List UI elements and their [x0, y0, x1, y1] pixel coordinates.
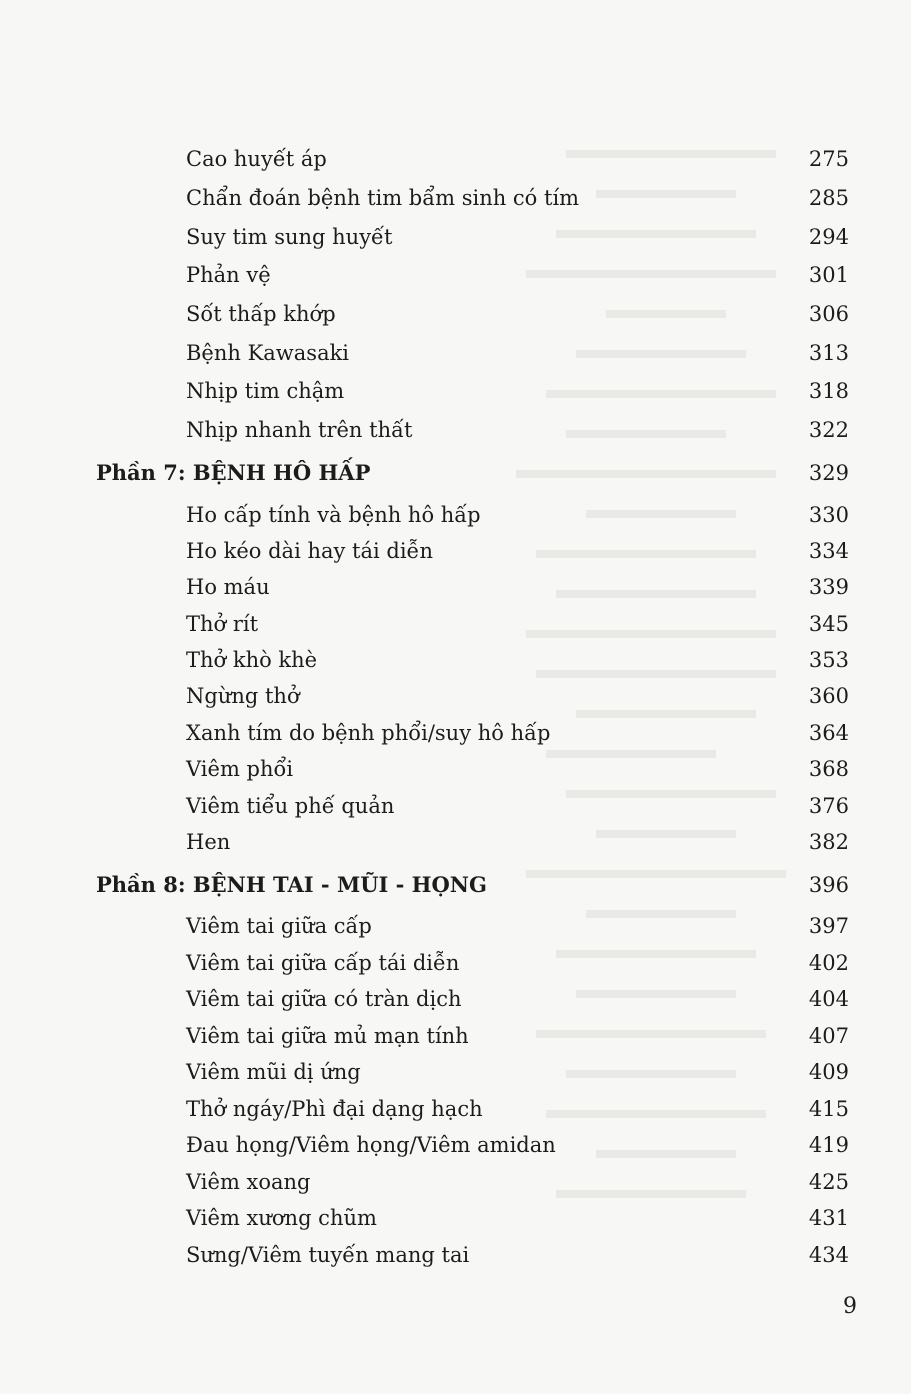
- toc-entry-page: 402: [808, 951, 849, 975]
- toc-entry-title: Thở ngáy/Phì đại dạng hạch: [186, 1097, 483, 1121]
- toc-entry-page: 434: [808, 1243, 849, 1267]
- toc-entry: [0, 1059, 911, 1085]
- toc-entry-title: Viêm xương chũm: [186, 1206, 377, 1230]
- toc-entry: [0, 720, 911, 746]
- toc-entry-title: Hen: [186, 830, 231, 854]
- toc-entry: [0, 262, 911, 288]
- toc-entry-title: Viêm tai giữa cấp: [186, 914, 372, 938]
- toc-entry-title: Nhịp tim chậm: [186, 379, 345, 403]
- toc-entry-page: 419: [808, 1133, 849, 1157]
- toc-entry-page: 407: [808, 1024, 849, 1048]
- toc-entry-page: 404: [808, 987, 849, 1011]
- toc-entry-page: 425: [808, 1170, 849, 1194]
- toc-entry: [0, 224, 911, 250]
- toc-entry: [0, 1169, 911, 1195]
- toc-entry-title: Ho cấp tính và bệnh hô hấp: [186, 503, 481, 527]
- toc-entry-title: Nhịp nhanh trên thất: [186, 418, 413, 442]
- toc-entry-title: Suy tim sung huyết: [186, 225, 393, 249]
- toc-entry-title: Xanh tím do bệnh phổi/suy hô hấp: [186, 721, 551, 745]
- toc-entry: [0, 683, 911, 709]
- toc-entry-title: Sưng/Viêm tuyến mang tai: [186, 1243, 470, 1267]
- toc-section-heading: [0, 872, 911, 898]
- toc-entry: [0, 647, 911, 673]
- toc-entry-page: 294: [808, 225, 849, 249]
- toc-entry-title: Viêm xoang: [186, 1170, 311, 1194]
- toc-entry-page: 397: [808, 914, 849, 938]
- toc-entry-page: 334: [808, 539, 849, 563]
- toc-entry-title: Viêm tai giữa mủ mạn tính: [186, 1024, 469, 1048]
- toc-entry: [0, 829, 911, 855]
- toc-entry-page: 318: [808, 379, 849, 403]
- toc-entry: [0, 538, 911, 564]
- toc-entry-title: Ho kéo dài hay tái diễn: [186, 539, 433, 563]
- toc-entry-title: Thở rít: [186, 612, 259, 636]
- toc-entry-page: 313: [808, 341, 849, 365]
- toc-entry-page: 329: [808, 461, 849, 485]
- toc-entry-title: Viêm mũi dị ứng: [186, 1060, 361, 1084]
- toc-entry-page: 306: [808, 302, 849, 326]
- toc-entry-page: 339: [808, 575, 849, 599]
- toc-entry: [0, 301, 911, 327]
- toc-entry: [0, 793, 911, 819]
- toc-entry: [0, 1242, 911, 1268]
- page-number: 9: [843, 1294, 857, 1319]
- toc-entry-title: Ho máu: [186, 575, 270, 599]
- toc-entry-page: 285: [808, 186, 849, 210]
- toc-entry: [0, 913, 911, 939]
- toc-entry-page: 345: [808, 612, 849, 636]
- toc-section-heading: [0, 460, 911, 486]
- toc-entry: [0, 185, 911, 211]
- toc-entry-title: Viêm tai giữa cấp tái diễn: [186, 951, 460, 975]
- toc-entry-title: Viêm tiểu phế quản: [186, 794, 395, 818]
- toc-entry-title: Thở khò khè: [186, 648, 318, 672]
- toc-entry: [0, 146, 911, 172]
- toc-entry-title: Sốt thấp khớp: [186, 302, 336, 326]
- toc-entry: [0, 1205, 911, 1231]
- toc-entry: [0, 378, 911, 404]
- toc-entry-title: Phản vệ: [186, 263, 271, 287]
- toc-entry-title: Đau họng/Viêm họng/Viêm amidan: [186, 1133, 556, 1157]
- toc-entry-page: 376: [808, 794, 849, 818]
- toc-entry-title: Phần 8: BỆNH TAI - MŨI - HỌNG: [96, 872, 487, 897]
- toc-entry: [0, 756, 911, 782]
- toc-entry-title: Viêm tai giữa có tràn dịch: [186, 987, 462, 1011]
- toc-entry-page: 382: [808, 830, 849, 854]
- toc-entry-page: 301: [808, 263, 849, 287]
- toc-entry-title: Bệnh Kawasaki: [186, 341, 350, 365]
- toc-entry-title: Ngừng thở: [186, 684, 300, 708]
- toc-entry-page: 353: [808, 648, 849, 672]
- toc-entry: [0, 986, 911, 1012]
- toc-entry-page: 330: [808, 503, 849, 527]
- toc-entry: [0, 950, 911, 976]
- toc-entry-page: 360: [808, 684, 849, 708]
- toc-entry-page: 415: [808, 1097, 849, 1121]
- toc-entry-page: 322: [808, 418, 849, 442]
- toc-entry: [0, 1023, 911, 1049]
- toc-entry: [0, 340, 911, 366]
- toc-entry: [0, 502, 911, 528]
- toc-entry: [0, 1096, 911, 1122]
- toc-entry-page: 364: [808, 721, 849, 745]
- toc-entry: [0, 611, 911, 637]
- toc-entry-title: Viêm phổi: [186, 757, 294, 781]
- toc-entry-title: Chẩn đoán bệnh tim bẩm sinh có tím: [186, 186, 580, 210]
- toc-entry-title: Cao huyết áp: [186, 147, 327, 171]
- toc-entry-page: 409: [808, 1060, 849, 1084]
- toc-entry: [0, 574, 911, 600]
- toc-entry-page: 396: [808, 873, 849, 897]
- toc-entry: [0, 1132, 911, 1158]
- toc-entry-page: 431: [808, 1206, 849, 1230]
- toc-entry-page: 368: [808, 757, 849, 781]
- toc-entry: [0, 417, 911, 443]
- toc-entry-page: 275: [808, 147, 849, 171]
- toc-entry-title: Phần 7: BỆNH HÔ HẤP: [96, 460, 371, 485]
